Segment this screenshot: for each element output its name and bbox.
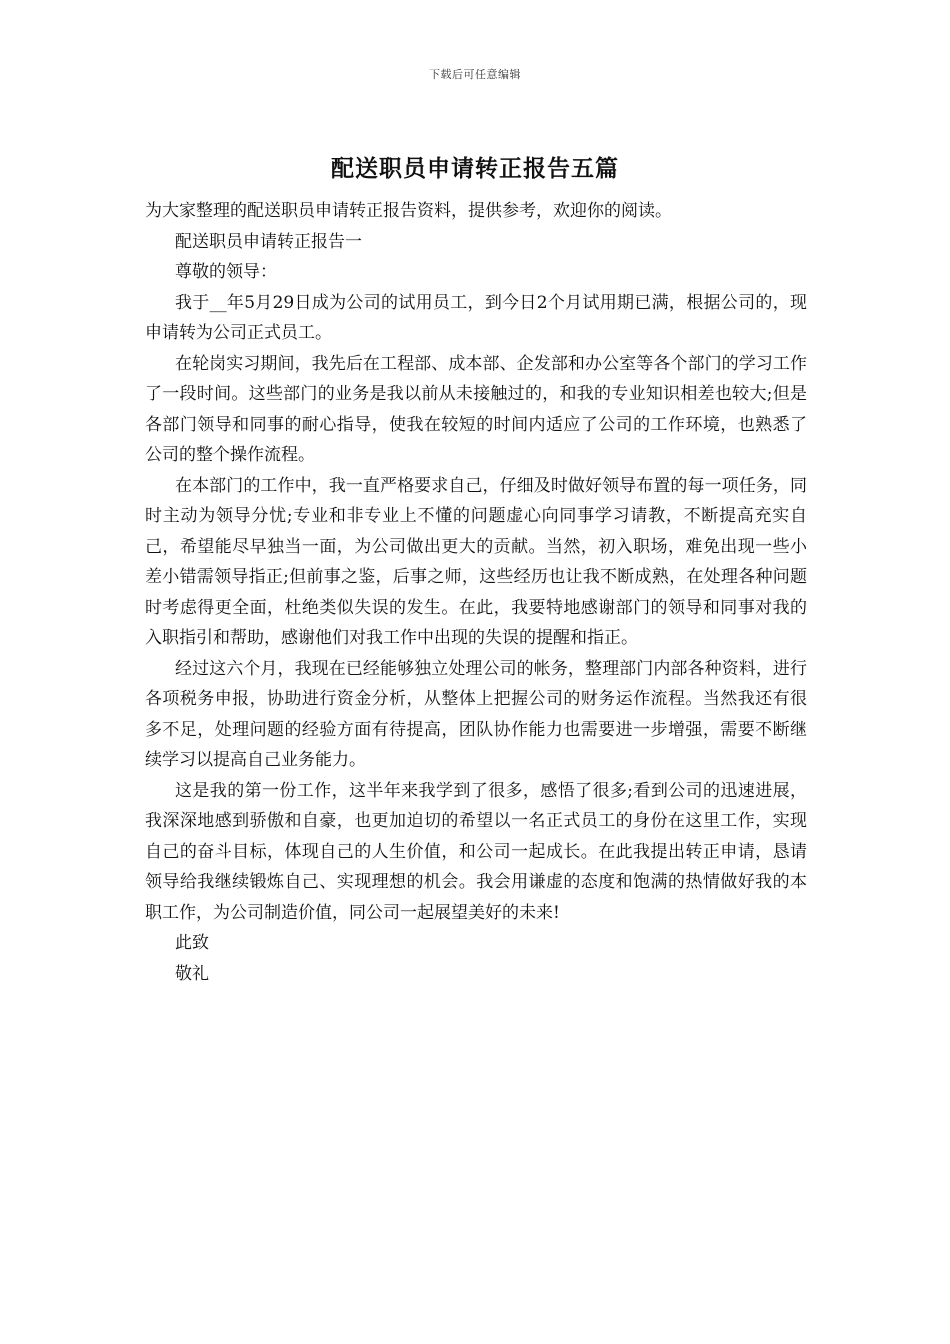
report-subtitle: 配送职员申请转正报告一	[175, 231, 362, 252]
body-paragraph: 在本部门的工作中，我一直严格要求自己，仔细及时做好领导布置的每一项任务，同时主动为领导分忧;专业和非专业上不懂的问题虚心向同事学习请教，不断提高充实自己，希望能尽早独当一面，为公司做出更大的贡献。当然，初入职场，难免出现一些小差小错需领导指正;但前事之鉴，后事之师，这些经历也让我不断成熟，在处理各种问题时考虑得更全面，杜绝类似失误的发生。在此，我要特地感谢部门的领导和同事对我的入职指引和帮助，感谢他们对我工作中出现的失误的提醒和指正。	[145, 475, 807, 648]
document-body	[145, 196, 807, 989]
body-paragraph: 经过这六个月，我现在已经能够独立处理公司的帐务，整理部门内部各种资料，进行各项税务申报，协助进行资金分析，从整体上把握公司的财务运作流程。当然我还有很多不足，处理问题的经验方面有待提高，团队协作能力也需要进一步增强，需要不断继续学习以提高自己业务能力。	[145, 658, 807, 770]
closing-regards: 敬礼	[175, 963, 209, 984]
document-title: 配送职员申请转正报告五篇	[331, 155, 619, 182]
header-note: 下载后可任意编辑	[429, 68, 521, 81]
body-paragraph: 在轮岗实习期间，我先后在工程部、成本部、企发部和办公室等各个部门的学习工作了一段时间。这些部门的业务是我以前从未接触过的，和我的专业知识相差也较大;但是各部门领导和同事的耐心指导，使我在较短的时间内适应了公司的工作环境，也熟悉了公司的整个操作流程。	[145, 353, 807, 465]
body-paragraph: 这是我的第一份工作，这半年来我学到了很多，感悟了很多;看到公司的迅速进展，我深深地感到骄傲和自豪，也更加迫切的希望以一名正式员工的身份在这里工作，实现自己的奋斗目标，体现自己的人生价值，和公司一起成长。在此我提出转正申请，恳请领导给我继续锻炼自己、实现理想的机会。我会用谦虚的态度和饱满的热情做好我的本职工作，为公司制造价值，同公司一起展望美好的未来!	[145, 780, 807, 923]
salutation: 尊敬的领导：	[175, 262, 277, 282]
intro-paragraph: 为大家整理的配送职员申请转正报告资料，提供参考，欢迎你的阅读。	[145, 201, 672, 221]
closing-line: 此致	[175, 933, 209, 953]
body-paragraph: 我于__年5月29日成为公司的试用员工，到今日2个月试用期已满，根据公司的，现申请转为公司正式员工。	[145, 292, 807, 343]
